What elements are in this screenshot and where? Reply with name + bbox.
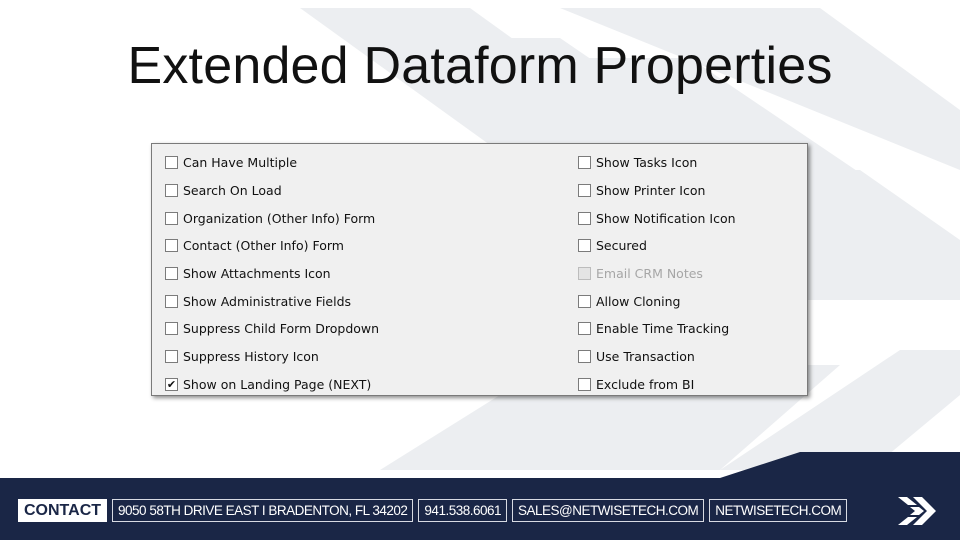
address-text: 9050 58TH DRIVE EAST I BRADENTON, FL 34202 [112,499,413,522]
option-show-administrative-fields[interactable] [165,287,379,315]
option-label: Enable Time Tracking [596,321,730,337]
option-show-on-landing-page[interactable] [165,371,379,399]
option-enable-time-tracking[interactable] [578,315,736,343]
checkbox [578,267,591,280]
left-column [165,149,379,398]
checkbox[interactable] [578,322,591,335]
option-show-attachments-icon[interactable] [165,260,379,288]
checkbox[interactable] [165,212,178,225]
option-label: Show Administrative Fields [183,293,352,309]
contact-info [18,498,847,523]
option-secured[interactable] [578,232,736,260]
website-link[interactable]: NETWISETECH.COM [709,499,847,522]
checkbox-checked[interactable]: ✔ [166,377,177,391]
option-search-on-load[interactable] [165,177,379,205]
option-label: Show on Landing Page (NEXT) [183,376,372,392]
option-label: Suppress History Icon [183,349,319,365]
option-label: Show Attachments Icon [183,266,331,282]
phone-text: 941.538.6061 [418,499,507,522]
checkbox[interactable] [578,239,591,252]
option-label: Email CRM Notes [596,266,703,282]
checkbox[interactable] [165,267,178,280]
option-use-transaction[interactable] [578,343,736,371]
option-label: Show Notification Icon [596,210,736,226]
option-label: Can Have Multiple [183,155,298,171]
checkbox[interactable] [165,239,178,252]
slide-title: Extended Dataform Properties [127,37,833,95]
option-organization-form[interactable] [165,204,379,232]
option-label: Suppress Child Form Dropdown [183,321,380,337]
option-label: Organization (Other Info) Form [183,210,376,226]
checkbox[interactable] [578,350,591,363]
option-exclude-from-bi[interactable] [578,371,736,399]
option-suppress-child-form-dropdown[interactable] [165,315,379,343]
chevron-arrows-logo-icon [896,495,938,527]
option-label: Allow Cloning [596,293,681,309]
checkbox[interactable] [165,295,178,308]
checkbox[interactable] [165,322,178,335]
option-label: Search On Load [183,183,282,199]
option-email-crm-notes [578,260,736,288]
option-show-printer-icon[interactable] [578,177,736,205]
checkbox[interactable] [165,184,178,197]
checkbox[interactable] [165,350,178,363]
option-label: Show Tasks Icon [596,155,698,171]
option-label: Secured [596,238,647,254]
checkbox[interactable] [578,378,591,391]
option-allow-cloning[interactable] [578,287,736,315]
option-contact-form[interactable] [165,232,379,260]
checkbox[interactable] [578,156,591,169]
checkbox[interactable] [165,156,178,169]
option-show-notification-icon[interactable] [578,204,736,232]
dataform-properties-panel [151,143,808,396]
option-label: Exclude from BI [596,376,695,392]
option-show-tasks-icon[interactable] [578,149,736,177]
checkbox[interactable] [578,212,591,225]
option-label: Show Printer Icon [596,183,706,199]
option-label: Contact (Other Info) Form [183,238,344,254]
right-column [578,149,736,398]
checkbox[interactable] [578,295,591,308]
email-link[interactable]: SALES@NETWISETECH.COM [512,499,704,522]
checkbox[interactable] [578,184,591,197]
option-label: Use Transaction [596,349,695,365]
option-can-have-multiple[interactable] [165,149,379,177]
option-suppress-history-icon[interactable] [165,343,379,371]
contact-label: CONTACT [18,499,107,522]
